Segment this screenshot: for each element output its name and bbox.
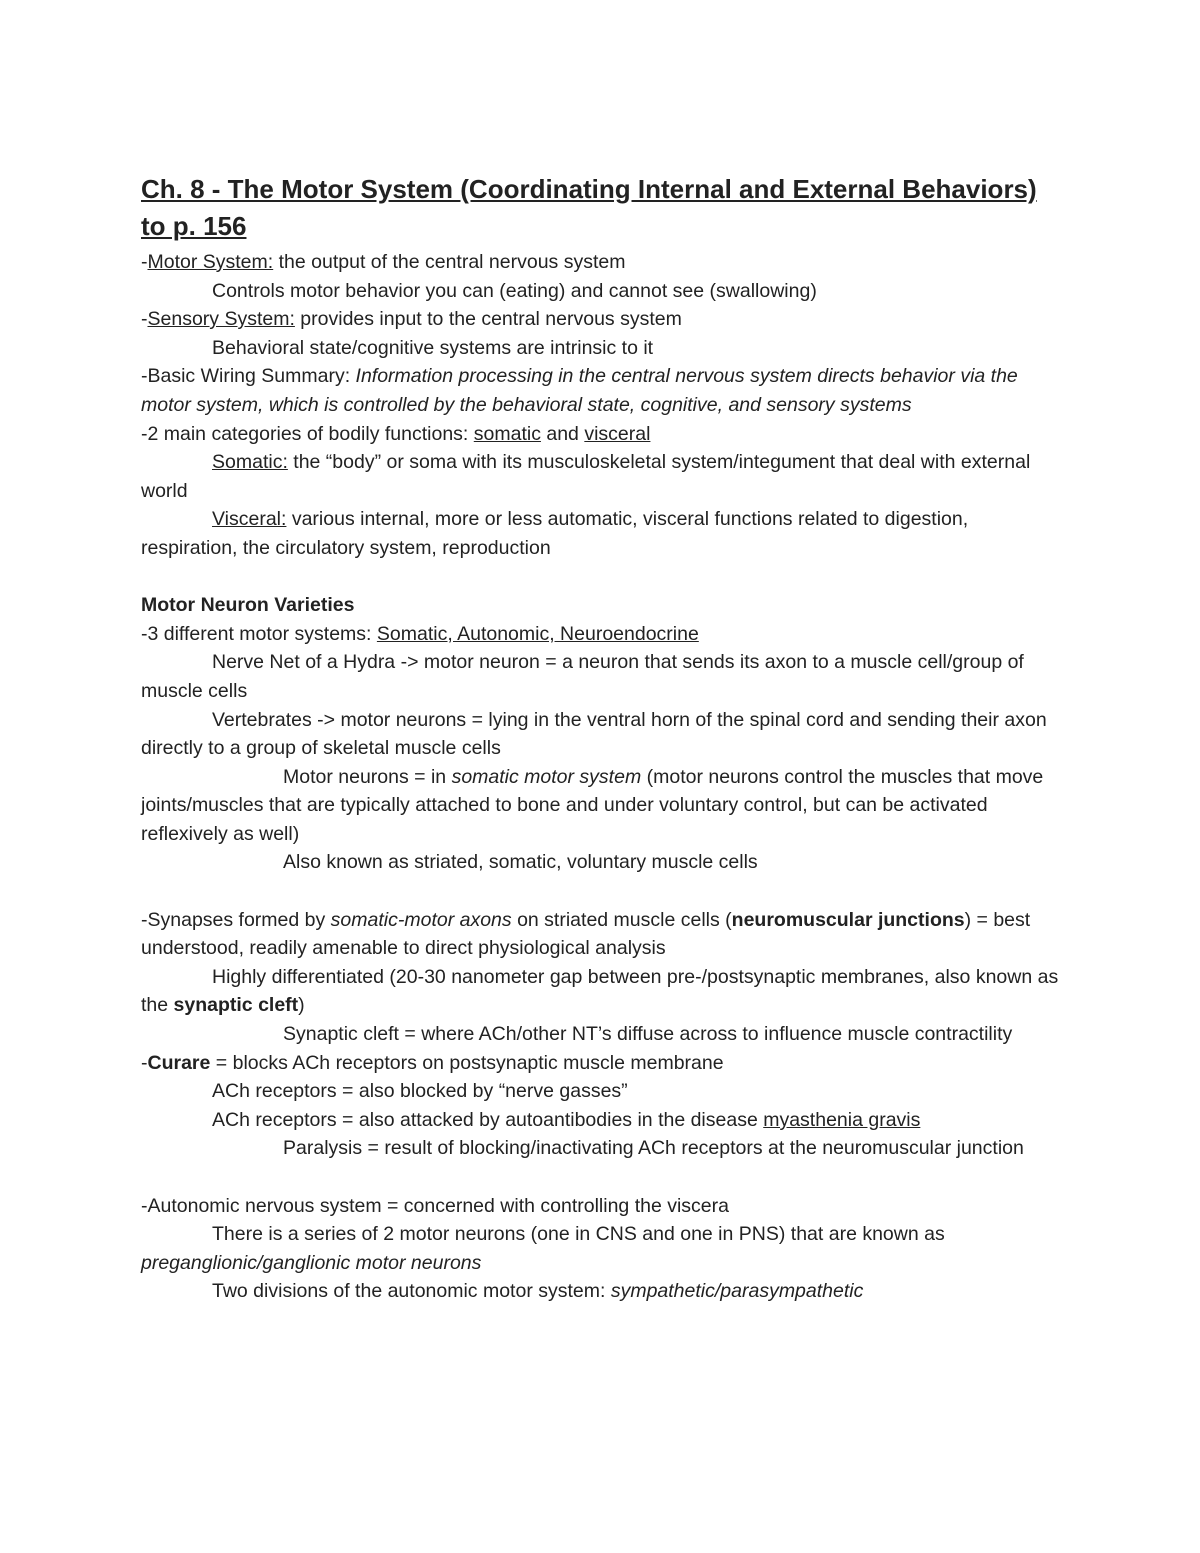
behavioral-state-note: Behavioral state/cognitive systems are intrinsic to it bbox=[212, 336, 654, 359]
somatic-motor-note: Motor neurons = in somatic motor system (motor neurons control the muscles that move joints/muscles that are typically attached to bone and under voluntary control, but can be activated reflexively as well) bbox=[141, 765, 1044, 845]
document-body bbox=[141, 171, 1066, 1306]
spacer bbox=[141, 563, 1066, 592]
visceral-definition: Visceral: various internal, more or less automatic, visceral functions related to digestion, respiration, the circulatory system, reproduction bbox=[141, 508, 969, 559]
myasthenia-note: ACh receptors = also attacked by autoantibodies in the disease myasthenia gravis bbox=[212, 1108, 921, 1131]
spacer bbox=[141, 877, 1066, 906]
motor-behavior-note: Controls motor behavior you can (eating) and cannot see (swallowing) bbox=[212, 279, 817, 302]
motor-systems-terms: Somatic, Autonomic, Neuroendocrine bbox=[376, 622, 699, 645]
section-heading-motor-neuron-varieties: Motor Neuron Varieties bbox=[141, 594, 355, 617]
motor-system-term: Motor System: bbox=[147, 251, 274, 273]
spacer bbox=[141, 1163, 1066, 1192]
document-title: Ch. 8 - The Motor System (Coordinating Internal and External Behaviors) to p. 156 bbox=[141, 174, 1037, 241]
somatic-definition: Somatic: the “body” or soma with its musculoskeletal system/integument that deal with external world bbox=[141, 451, 1031, 502]
striated-note: Also known as striated, somatic, voluntary muscle cells bbox=[283, 851, 758, 874]
cleft-diffusion-note: Synaptic cleft = where ACh/other NT’s diffuse across to influence muscle contractility bbox=[283, 1023, 1013, 1046]
sensory-system-definition: -Sensory System: provides input to the central nervous system bbox=[141, 308, 682, 331]
autonomic-note: -Autonomic nervous system = concerned with controlling the viscera bbox=[141, 1194, 729, 1217]
curare-note: -Curare = blocks ACh receptors on postsynaptic muscle membrane bbox=[141, 1051, 724, 1074]
vertebrates-note: Vertebrates -> motor neurons = lying in the ventral horn of the spinal cord and sending their axon directly to a group of skeletal muscle cells bbox=[141, 708, 1047, 760]
synaptic-cleft-note: Highly differentiated (20-30 nanometer gap between pre-/postsynaptic membranes, also known as the synaptic cleft) bbox=[141, 965, 1059, 1017]
synapses-note: -Synapses formed by somatic-motor axons on striated muscle cells (neuromuscular junctions) = best understood, readily amenable to direct physiological analysis bbox=[141, 908, 1031, 960]
paralysis-note: Paralysis = result of blocking/inactivating ACh receptors at the neuromuscular junction bbox=[283, 1137, 1024, 1160]
preganglionic-note: There is a series of 2 motor neurons (one in CNS and one in PNS) that are known as preganglionic/ganglionic motor neurons bbox=[141, 1223, 945, 1274]
sensory-system-term: Sensory System: bbox=[147, 308, 295, 331]
visceral-term: visceral bbox=[584, 422, 651, 445]
autonomic-divisions-note: Two divisions of the autonomic motor system: sympathetic/parasympathetic bbox=[212, 1280, 864, 1303]
nerve-gasses-note: ACh receptors = also blocked by “nerve gasses” bbox=[212, 1080, 628, 1103]
motor-system-definition: -Motor System: the output of the central nervous system bbox=[141, 251, 626, 273]
myasthenia-gravis-term: myasthenia gravis bbox=[763, 1108, 921, 1131]
hydra-note: Nerve Net of a Hydra -> motor neuron = a neuron that sends its axon to a muscle cell/group of muscle cells bbox=[141, 651, 1024, 702]
somatic-term: somatic bbox=[473, 422, 541, 445]
bodily-functions-categories: -2 main categories of bodily functions: somatic and visceral bbox=[141, 422, 651, 445]
motor-systems-list: -3 different motor systems: Somatic, Autonomic, Neuroendocrine bbox=[141, 622, 699, 645]
wiring-summary: -Basic Wiring Summary: Information processing in the central nervous system directs behavior via the motor system, which is controlled by the behavioral state, cognitive, and sensory systems bbox=[141, 365, 1018, 416]
